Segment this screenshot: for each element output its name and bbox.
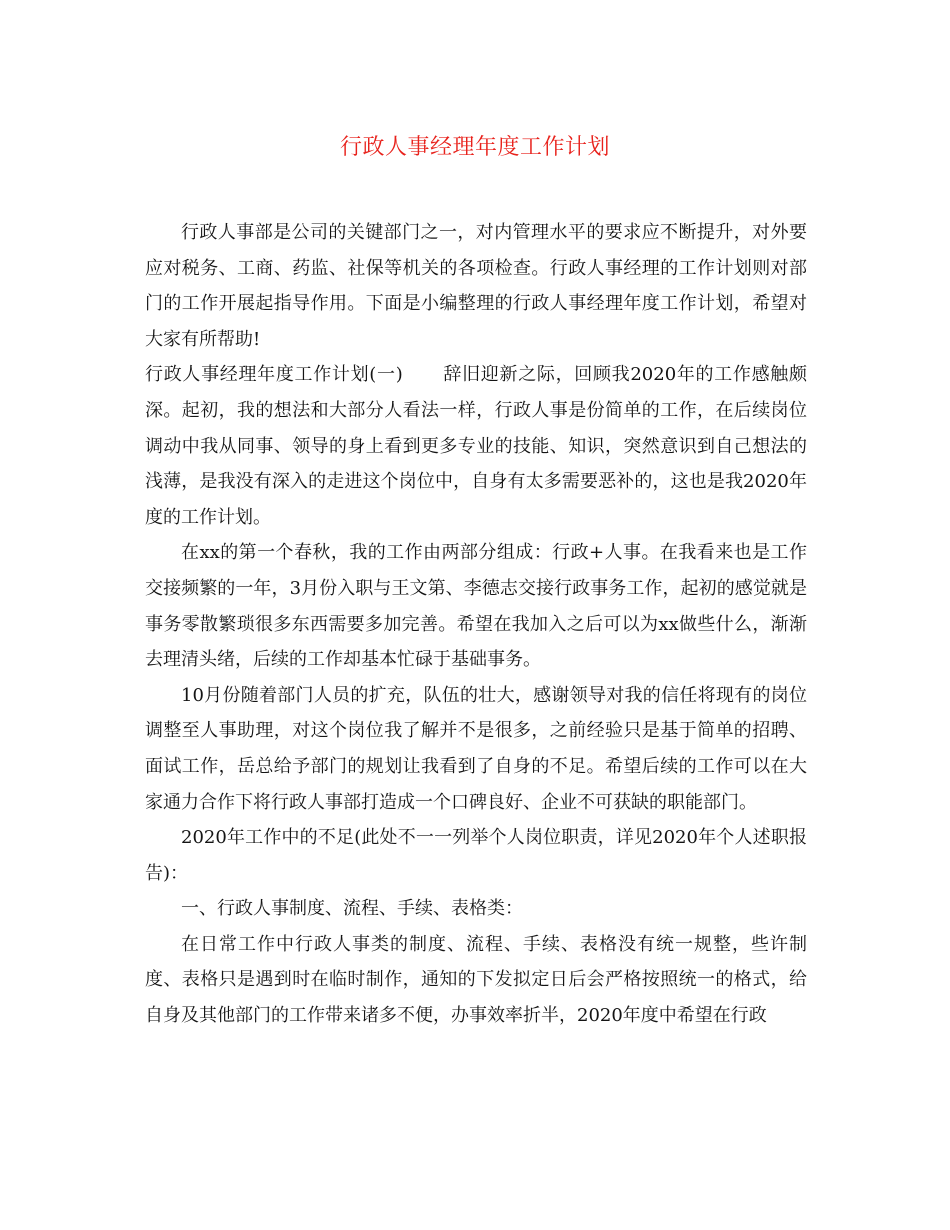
section-lead-text: 辞旧迎新之际，回顾我2020年的工作感触颇深。起初，我的想法和大部分人看法一样，行政人事是份简单的工作，在后续岗位调动中我从同事、领导的身上看到更多专业的技能、知识，突然意识到自己想法的浅薄，是我没有深入的走进这个岗位中，自身有太多需要恶补的，这也是我2020年度的工作计划。 [145, 364, 807, 528]
list-heading: 一、行政人事制度、流程、手续、表格类： [181, 898, 523, 920]
body-paragraph: 在日常工作中行政人事类的制度、流程、手续、表格没有统一规整，些许制度、表格只是遇到时在临时制作，通知的下发拟定日后会严格按照统一的格式，给自身及其他部门的工作带来诸多不便，办事效率折半，2020年度中希望在行政 [145, 933, 807, 1027]
body-paragraph: 在xx的第一个春秋，我的工作由两部分组成：行政+人事。在我看来也是工作交接频繁的一年，3月份入职与王文第、李德志交接行政事务工作，起初的感觉就是事务零散繁琐很多东西需要多加完善。希望在我加入之后可以为xx做些什么，渐渐去理清头绪，后续的工作却基本忙碌于基础事务。 [145, 542, 807, 671]
body-paragraph: 2020年工作中的不足(此处不一一列举个人岗位职责，详见2020年个人述职报告)： [145, 827, 807, 884]
intro-paragraph: 行政人事部是公司的关键部门之一，对内管理水平的要求应不断提升，对外要应对税务、工商、药监、社保等机关的各项检查。行政人事经理的工作计划则对部门的工作开展起指导作用。下面是小编整理的行政人事经理年度工作计划，希望对大家有所帮助! [145, 222, 807, 350]
section-paragraph [145, 357, 807, 535]
section-heading: 行政人事经理年度工作计划(一) [145, 364, 403, 386]
body-paragraph: 10月份随着部门人员的扩充，队伍的壮大，感谢领导对我的信任将现有的岗位调整至人事助理，对这个岗位我了解并不是很多，之前经验只是基于简单的招聘、面试工作，岳总给予部门的规划让我看到了自身的不足。希望后续的工作可以在大家通力合作下将行政人事部打造成一个口碑良好、企业不可获缺的职能部门。 [145, 684, 807, 813]
document-body [145, 215, 807, 1034]
document-title: 行政人事经理年度工作计划 [339, 135, 610, 160]
